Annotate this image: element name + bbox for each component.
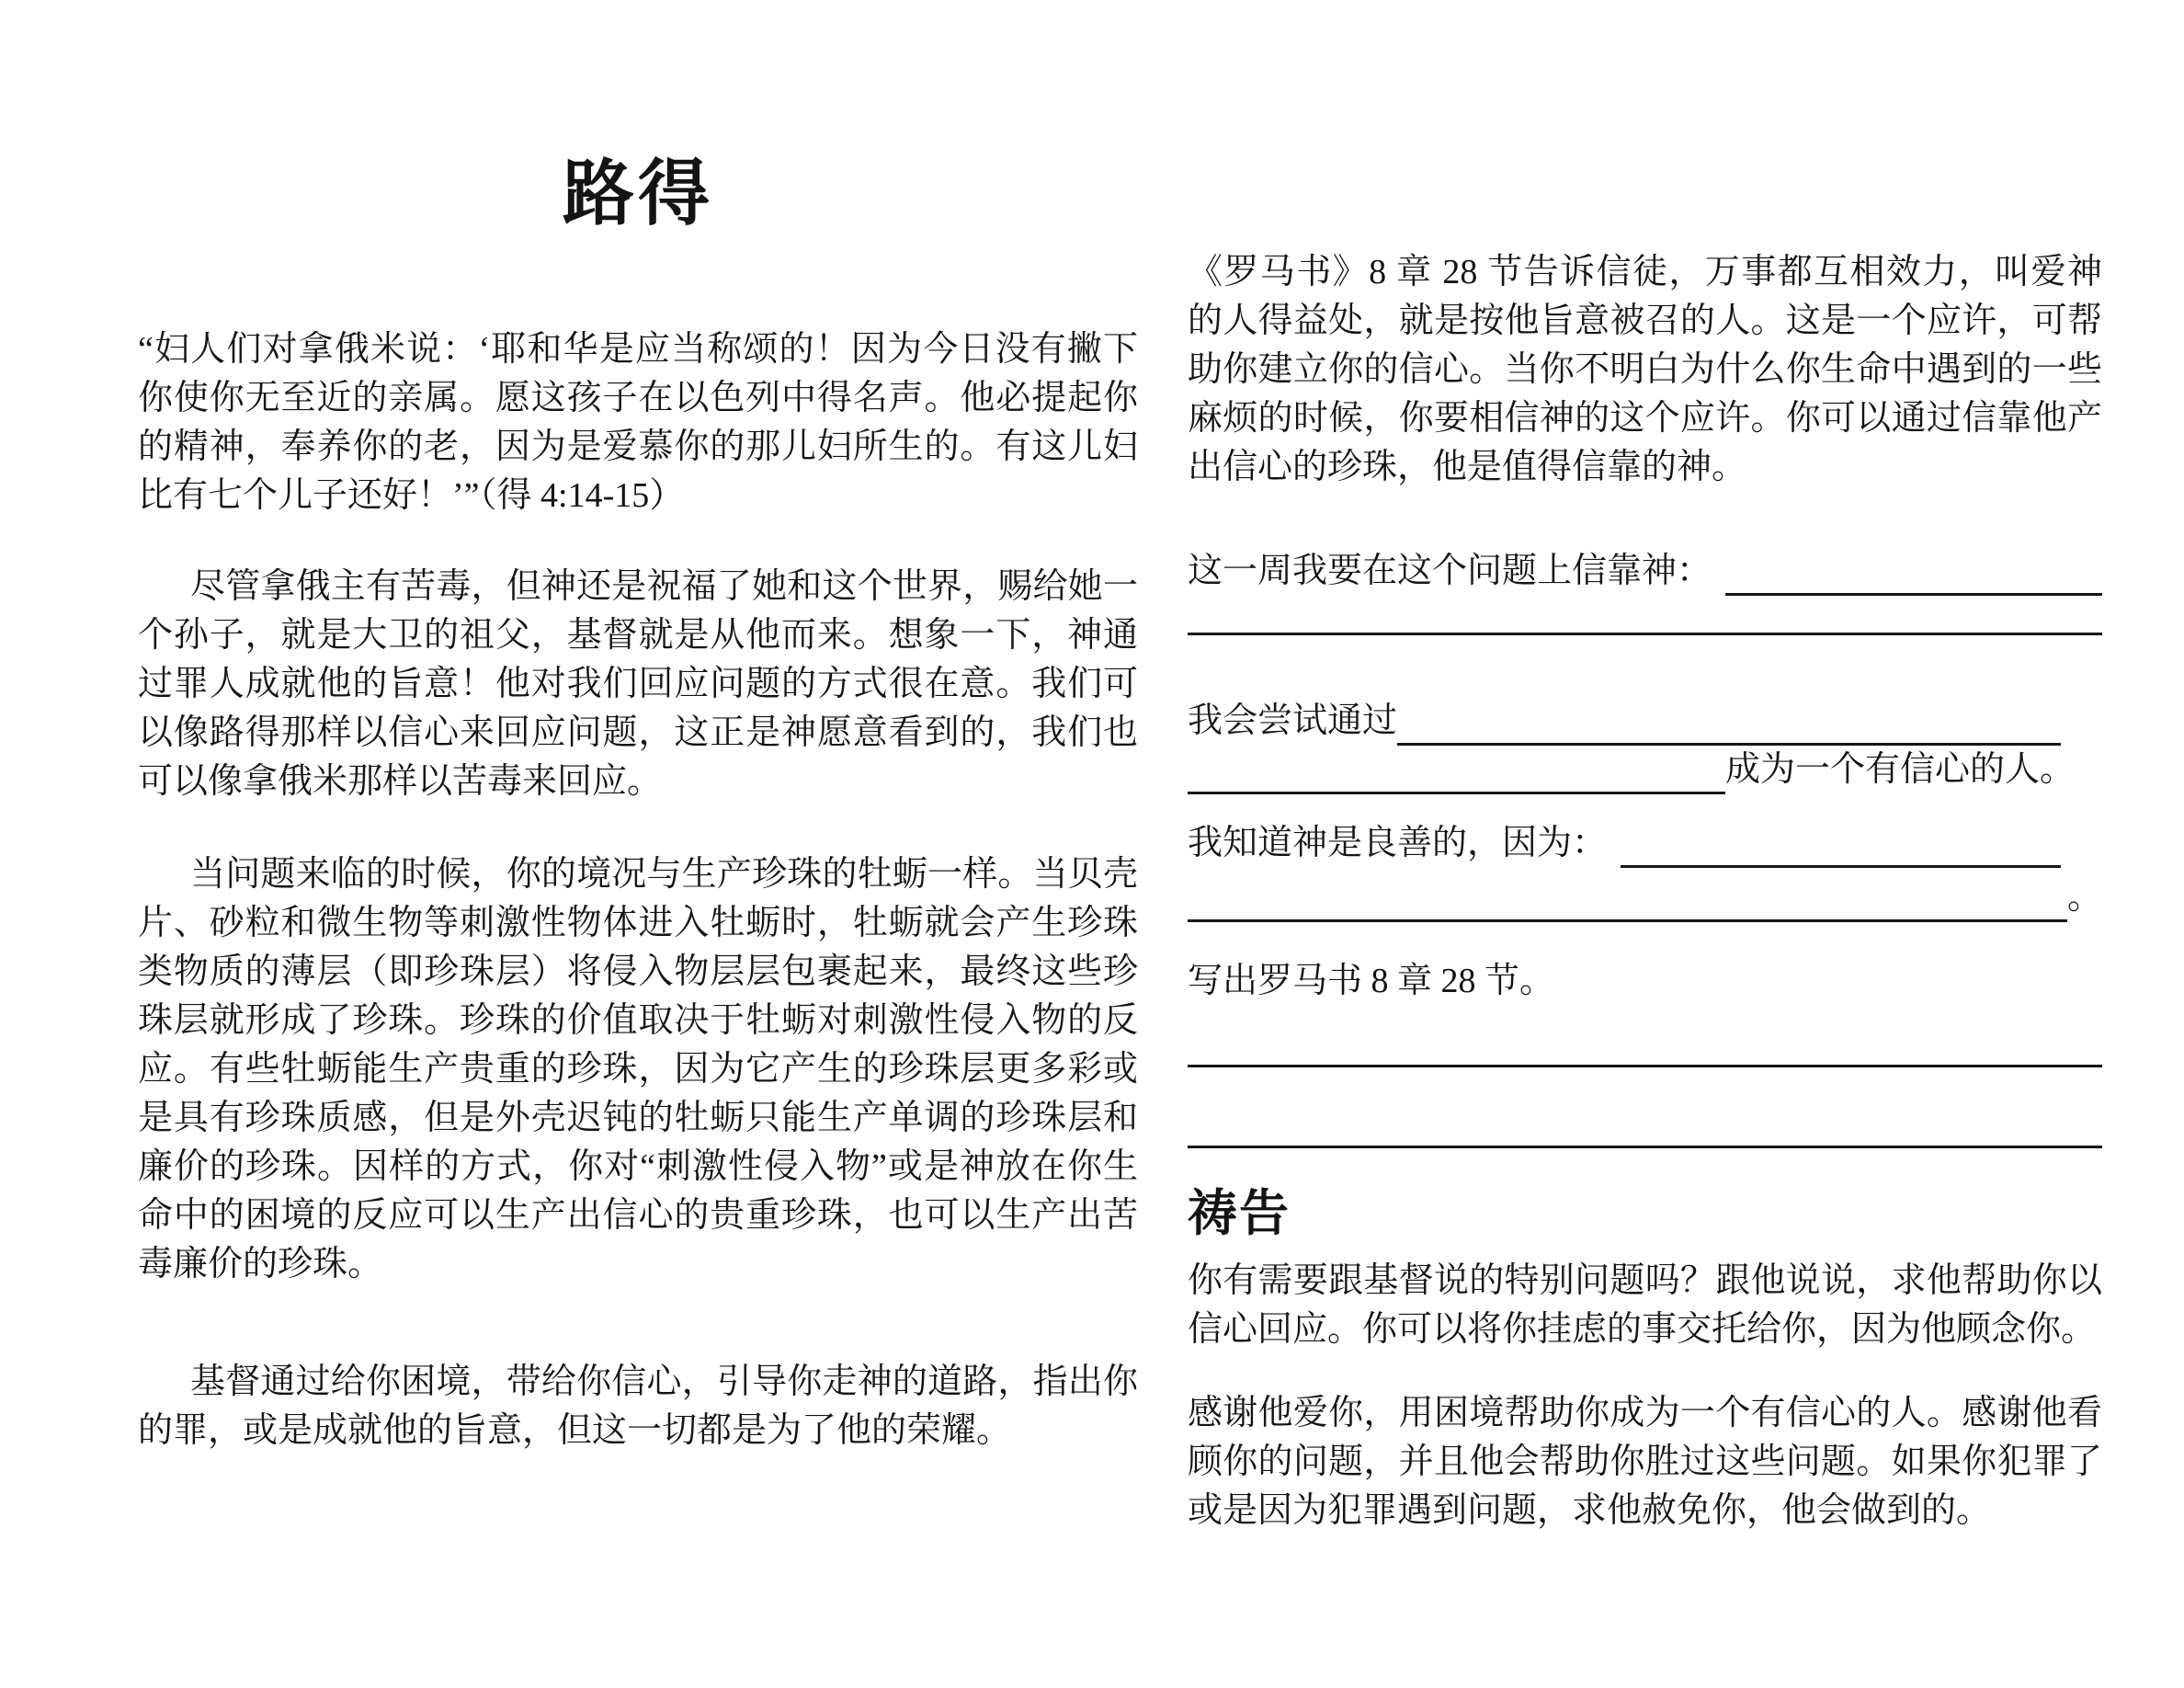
fill-in-blank-line (1188, 1006, 2102, 1067)
try-suffix: 成为一个有信心的人。 (1725, 750, 2076, 789)
trust-prompt: 这一周我要在这个问题上信靠神： (1188, 552, 1712, 590)
fill-in-blank (1188, 750, 1725, 794)
christ-purpose-paragraph: 基督通过给你困境，带给你信心，引导你走神的道路，指出你的罪，或是成就他的旨意，但这一切都是为了他的荣耀。 (138, 1363, 1138, 1450)
fill-in-blank (1188, 878, 2067, 922)
prayer-heading: 祷告 (1188, 1186, 1291, 1241)
prayer-paragraph-1: 你有需要跟基督说的特别问题吗？跟他说说，求他帮助你以信心回应。你可以将你挂虑的事交托给你，因为他顾念你。 (1188, 1261, 2102, 1349)
ruth-quote-paragraph: “妇人们对拿俄米说：‘耶和华是应当称颂的！因为今日没有撇下你使你无至近的亲属。愿这孩子在以色列中得名声。他必提起你的精神，奉养你的老，因为是爱慕你的那儿妇所生的。有这儿妇比有七个儿子还好！’”（得 4:14-15） (138, 330, 1138, 515)
romans-8-28-paragraph: 《罗马书》8 章 28 节告诉信徒，万事都互相效力，叫爱神的人得益处，就是按他旨意被召的人。这是一个应许，可帮助你建立你的信心。当你不明白为什么你生命中遇到的一些麻烦的时候，你要相信神的这个应许。你可以通过信靠他产出信心的珍珠，他是值得信靠的神。 (1188, 253, 2102, 486)
fill-in-blank-line (1188, 1067, 2102, 1148)
fill-in-blank (1725, 552, 2102, 596)
goodness-fill-block (1188, 819, 2102, 922)
prayer-paragraph-2: 感谢他爱你，用困境帮助你成为一个有信心的人。感谢他看顾你的问题，并且他会帮助你胜过这些问题。如果你犯罪了或是因为犯罪遇到问题，求他赦免你，他会做到的。 (1188, 1394, 2102, 1530)
try-prefix: 我会尝试通过 (1188, 701, 1398, 740)
page-title: 路得 (562, 154, 713, 234)
trust-fill-row (1188, 547, 2102, 596)
try-fill-row-1 (1188, 697, 2102, 746)
goodness-fill-row-2 (1188, 873, 2102, 922)
goodness-fill-row-1 (1188, 819, 2102, 868)
write-verse-prompt: 写出罗马书 8 章 28 节。 (1188, 962, 1555, 1000)
fill-in-blank (1397, 701, 2061, 746)
pearl-oyster-paragraph: 当问题来临的时候，你的境况与生产珍珠的牡蛎一样。当贝壳片、砂粒和微生物等刺激性物体进入牡蛎时，牡蛎就会产生珍珠类物质的薄层（即珍珠层）将侵入物层层包裹起来，最终这些珍珠层就形成了珍珠。珍珠的价值取决于牡蛎对刺激性侵入物的反应。有些牡蛎能生产贵重的珍珠，因为它产生的珍珠层更多彩或是具有珍珠质感，但是外壳迟钝的牡蛎只能生产单调的珍珠层和廉价的珍珠。因样的方式，你对“刺激性侵入物”或是神放在你生命中的困境的反应可以生产出信心的贵重珍珠，也可以生产出苦毒廉价的珍珠。 (138, 855, 1138, 1283)
fill-in-blank-line (1188, 596, 2102, 635)
goodness-prompt: 我知道神是良善的，因为： (1188, 824, 1608, 862)
try-fill-row-2 (1188, 746, 2102, 794)
goodness-period: 。 (2066, 878, 2102, 917)
try-fill-block (1188, 697, 2102, 794)
fill-in-blank (1621, 824, 2061, 868)
naomi-blessing-paragraph: 尽管拿俄主有苦毒，但神还是祝福了她和这个世界，赐给她一个孙子，就是大卫的祖父，基督就是从他而来。想象一下，神通过罪人成就他的旨意！他对我们回应问题的方式很在意。我们可以像路得那样以信心来回应问题，这正是神愿意看到的，我们也可以像拿俄米那样以苦毒来回应。 (138, 567, 1138, 801)
left-column (138, 0, 1138, 1455)
right-column (1188, 0, 2102, 1535)
